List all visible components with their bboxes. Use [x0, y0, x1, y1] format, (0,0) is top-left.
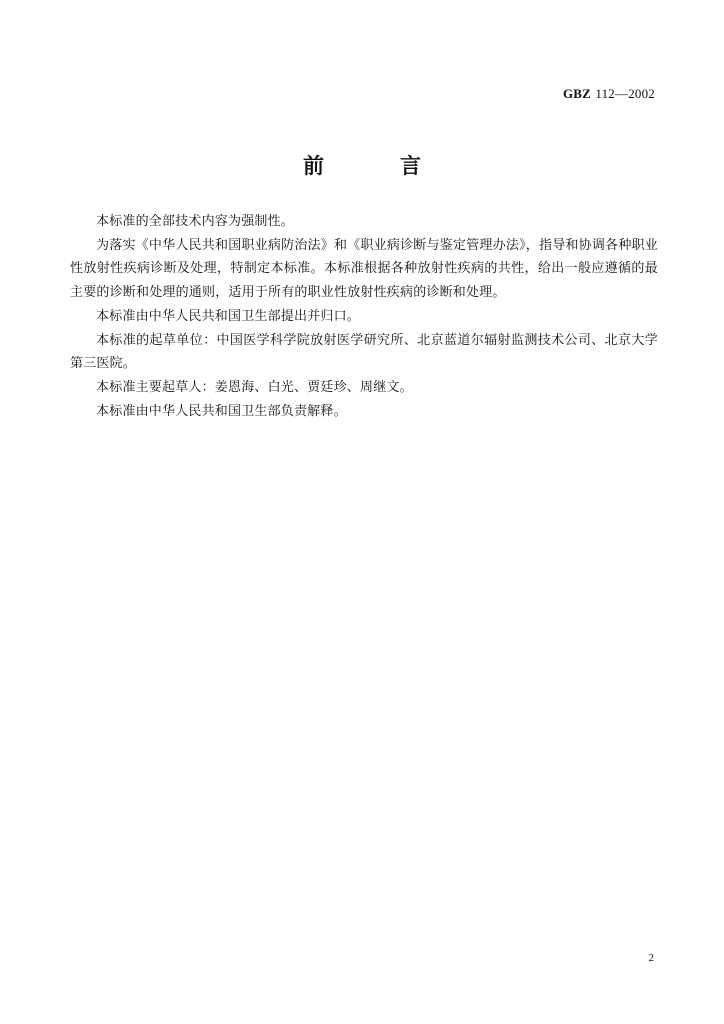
paragraph-purpose: 为落实《中华人民共和国职业病防治法》和《职业病诊断与鉴定管理办法》，指导和协调各种职业性放射性疾病诊断及处理，特制定本标准。本标准根据各种放射性疾病的共性，给出一般应遵循的最主要的诊断和处理的通则，适用于所有的职业性放射性疾病的诊断和处理。 [70, 237, 658, 301]
page-number: 2 [648, 952, 654, 964]
standard-code [563, 86, 655, 102]
paragraph-drafters: 本标准主要起草人：姜恩海、白光、贾廷珍、周继文。 [96, 379, 413, 395]
paragraph-drafting-units: 本标准的起草单位：中国医学科学院放射医学研究所、北京蓝道尔辐射监测技术公司、北京大学第三医院。 [70, 332, 658, 372]
paragraph-proposer: 本标准由中华人民共和国卫生部提出并归口。 [96, 308, 361, 324]
document-body [70, 210, 658, 423]
paragraph-mandatory: 本标准的全部技术内容为强制性。 [96, 214, 295, 229]
standard-prefix: GBZ [562, 86, 592, 101]
paragraph-interpretation: 本标准由中华人民共和国卫生部负责解释。 [96, 403, 347, 419]
page-title: 前言 [303, 154, 497, 178]
standard-number: 112—2002 [595, 86, 655, 101]
